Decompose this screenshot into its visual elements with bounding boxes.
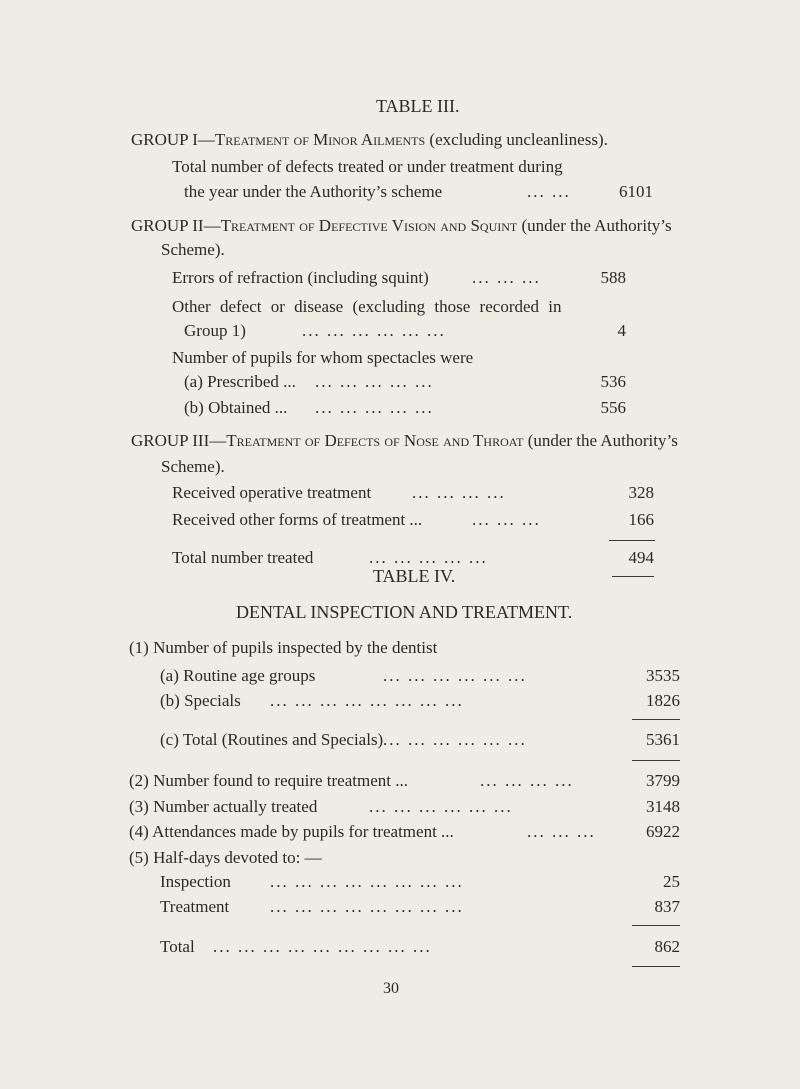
specials-label: (b) Specials xyxy=(160,691,241,710)
dental-item3-dots: ... ... ... ... ... ... xyxy=(369,797,513,816)
dental-item4-label: (4) Attendances made by pupils for treatment ... xyxy=(129,822,454,841)
routine-value: 3535 xyxy=(646,666,680,685)
dental-item4-value: 6922 xyxy=(646,822,680,841)
halfdays-total-label: Total xyxy=(160,937,195,956)
treatment-dots: ... ... ... ... ... ... ... ... xyxy=(270,897,464,916)
prescribed-value: 536 xyxy=(600,372,626,391)
prescribed-label: (a) Prescribed ... xyxy=(184,372,296,391)
halfdays-total-dots: ... ... ... ... ... ... ... ... ... xyxy=(213,937,432,956)
other-treatment-label: Received other forms of treatment ... xyxy=(172,510,423,529)
dental-item3-label: (3) Number actually treated xyxy=(129,797,318,816)
group1-line1: Total number of defects treated or under treatment during xyxy=(172,157,563,176)
group2-cont: Scheme). xyxy=(161,240,225,259)
halfdays-total-rule xyxy=(632,966,680,967)
dental-total-rule xyxy=(632,760,680,761)
group1-value: 6101 xyxy=(619,182,653,201)
page-number: 30 xyxy=(383,980,399,997)
group3-heading: GROUP III—Treatment of Defects of Nose and Throat (under the Authority’s xyxy=(131,431,678,450)
group3-total-dots: ... ... ... ... ... xyxy=(369,548,488,567)
dental-subtotal-rule xyxy=(632,719,680,720)
group1-dots: ... ... xyxy=(527,182,571,201)
group3-subtotal-rule xyxy=(609,540,655,541)
halfdays-total-value: 862 xyxy=(654,937,680,956)
dental-item3-value: 3148 xyxy=(646,797,680,816)
other-treatment-value: 166 xyxy=(628,510,654,529)
dental-item1: (1) Number of pupils inspected by the dentist xyxy=(129,638,438,657)
dental-item4-dots: ... ... ... xyxy=(527,822,596,841)
other-defect-dots: ... ... ... ... ... ... xyxy=(302,321,446,340)
other-treatment-dots: ... ... ... xyxy=(472,510,541,529)
total-rs-label: (c) Total (Routines and Specials) xyxy=(160,730,384,749)
operative-dots: ... ... ... ... xyxy=(412,483,506,502)
treatment-label: Treatment xyxy=(160,897,230,916)
dental-item2-dots: ... ... ... ... xyxy=(480,771,574,790)
other-defect-line2: Group 1) xyxy=(184,321,246,340)
prescribed-dots: ... ... ... ... ... xyxy=(315,372,434,391)
other-defect-value: 4 xyxy=(617,321,626,340)
spectacles-label: Number of pupils for whom spectacles were xyxy=(172,348,474,367)
routine-dots: ... ... ... ... ... ... xyxy=(383,666,527,685)
operative-label: Received operative treatment xyxy=(172,483,372,502)
inspection-label: Inspection xyxy=(160,872,231,891)
table4-title: TABLE IV. xyxy=(373,566,456,586)
group3-total-rule xyxy=(612,576,654,577)
dental-item5-label: (5) Half-days devoted to: — xyxy=(129,848,322,867)
group3-cont: Scheme). xyxy=(161,457,225,476)
obtained-label: (b) Obtained ... xyxy=(184,398,288,417)
total-rs-value: 5361 xyxy=(646,730,680,749)
inspection-value: 25 xyxy=(663,872,680,891)
errors-dots: ... ... ... xyxy=(472,268,541,287)
errors-value: 588 xyxy=(600,268,626,287)
group1-heading: GROUP I—Treatment of Minor Ailments (excluding uncleanliness). xyxy=(131,130,608,149)
dental-item2-value: 3799 xyxy=(646,771,680,790)
total-rs-dots: ... ... ... ... ... ... xyxy=(383,730,527,749)
table4-subtitle: DENTAL INSPECTION AND TREATMENT. xyxy=(236,602,573,622)
obtained-value: 556 xyxy=(600,398,626,417)
group3-total-value: 494 xyxy=(628,548,654,567)
group2-heading: GROUP II—Treatment of Defective Vision and Squint (under the Authority’s xyxy=(131,216,672,235)
inspection-dots: ... ... ... ... ... ... ... ... xyxy=(270,872,464,891)
specials-dots: ... ... ... ... ... ... ... ... xyxy=(270,691,464,710)
errors-label: Errors of refraction (including squint) xyxy=(172,268,429,287)
group1-line2: the year under the Authority’s scheme xyxy=(184,182,443,201)
other-defect-line1: Other defect or disease (excluding those recorded in xyxy=(172,297,562,316)
table3-title: TABLE III. xyxy=(376,96,460,116)
obtained-dots: ... ... ... ... ... xyxy=(315,398,434,417)
routine-label: (a) Routine age groups xyxy=(160,666,316,685)
dental-item2-label: (2) Number found to require treatment ... xyxy=(129,771,408,790)
halfdays-subtotal-rule xyxy=(632,925,680,926)
operative-value: 328 xyxy=(628,483,654,502)
specials-value: 1826 xyxy=(646,691,680,710)
treatment-value: 837 xyxy=(654,897,680,916)
group3-total-label: Total number treated xyxy=(172,548,314,567)
